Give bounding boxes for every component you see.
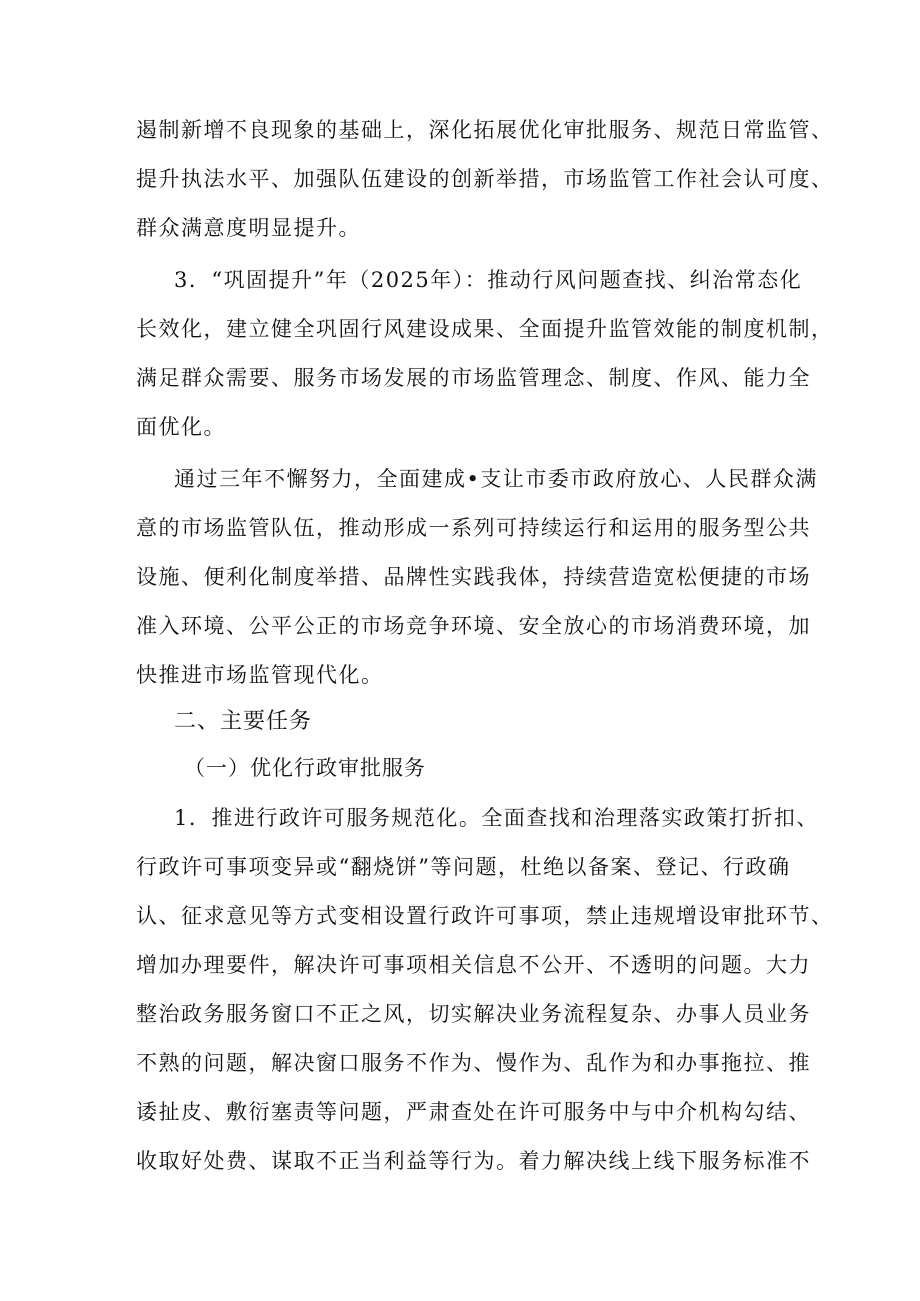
paragraph-line: 群众满意度明显提升。 xyxy=(136,216,361,240)
paragraph-line: 提升执法水平、加强队伍建设的创新举措，市场监管工作社会认可度、 xyxy=(136,167,834,191)
paragraph-line: 满足群众需要、服务市场发展的市场监管理念、制度、作风、能力全 xyxy=(136,366,811,390)
paragraph-line: 准入环境、公平公正的市场竞争环境、安全放心的市场消费环境，加 xyxy=(136,614,811,638)
paragraph-line: 整治政务服务窗口不正之风，切实解决业务流程复杂、办事人员业务 xyxy=(136,1002,811,1026)
paragraph-line: 意的市场监管队伍，推动形成一系列可持续运行和运用的服务型公共 xyxy=(136,516,811,540)
paragraph-line: 通过三年不懈努力，全面建成•支让市委市政府放心、人民群众满 xyxy=(174,467,818,491)
paragraph-line: 3．“巩固提升”年（2025年）：推动行风问题查找、纠治常态化 xyxy=(174,268,803,292)
subsection-heading: （一）优化行政审批服务 xyxy=(184,756,426,780)
paragraph-line: 行政许可事项变异或“翻烧饼”等问题，杜绝以备案、登记、行政确 xyxy=(136,855,791,879)
paragraph-line: 设施、便利化制度举措、品牌性实践我体，持续营造宽松便捷的市场 xyxy=(136,565,811,589)
paragraph-line: 增加办理要件，解决许可事项相关信息不公开、不透明的问题。大力 xyxy=(136,953,811,977)
paragraph-line: 遏制新增不良现象的基础上，深化拓展优化审批服务、规范日常监管、 xyxy=(136,118,834,142)
paragraph-line: 认、征求意见等方式变相设置行政许可事项，禁止违规增设审批环节、 xyxy=(136,904,834,928)
paragraph-line: 长效化，建立健全巩固行风建设成果、全面提升监管效能的制度机制， xyxy=(136,317,834,341)
paragraph-line: 1．推进行政许可服务规范化。全面查找和治理落实政策打折扣、 xyxy=(174,806,819,830)
paragraph-line: 快推进市场监管现代化。 xyxy=(136,663,384,687)
section-heading: 二、主要任务 xyxy=(174,709,313,734)
paragraph-line: 收取好处费、谋取不正当利益等行为。着力解决线上线下服务标准不 xyxy=(136,1149,811,1173)
paragraph-line: 面优化。 xyxy=(136,415,226,439)
paragraph-line: 不熟的问题，解决窗口服务不作为、慢作为、乱作为和办事拖拉、推 xyxy=(136,1051,811,1075)
paragraph-line: 诿扯皮、敷衍塞责等问题，严肃查处在许可服务中与中介机构勾结、 xyxy=(136,1100,811,1124)
